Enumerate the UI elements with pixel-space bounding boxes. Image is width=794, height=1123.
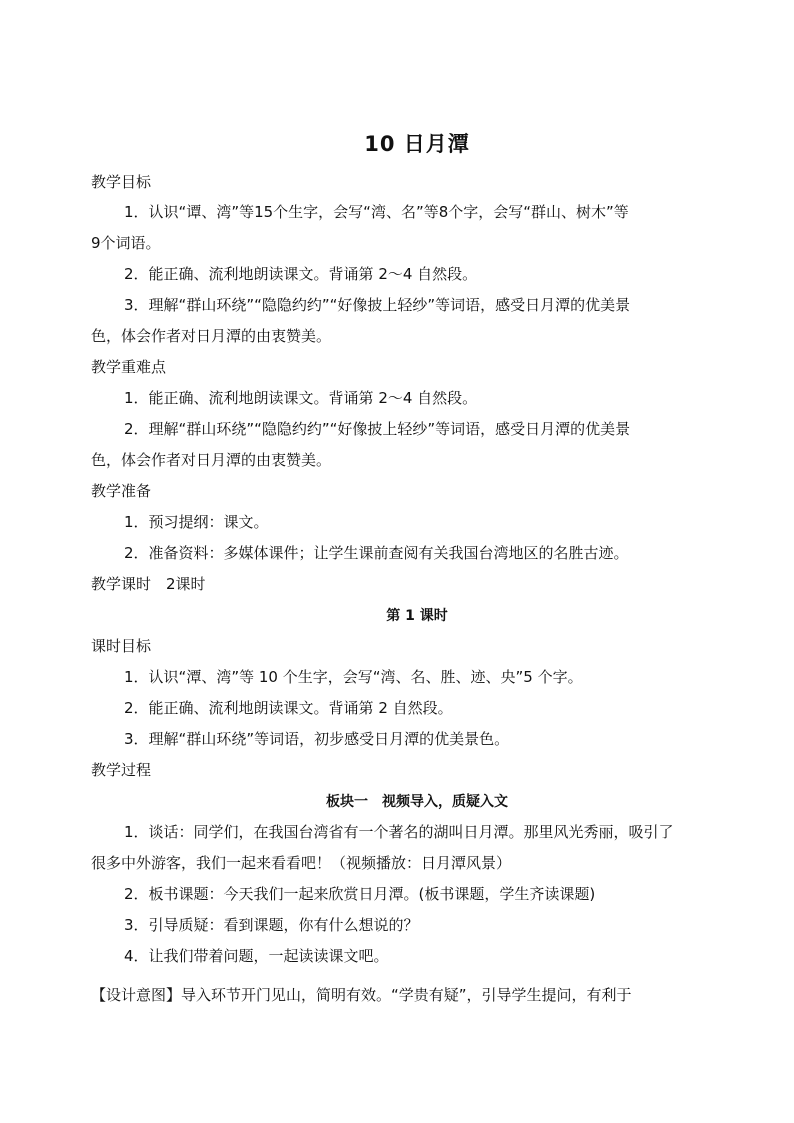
lesson-title: 10 日月潭: [364, 132, 470, 156]
key-point-2: 2．理解“群山环绕”“隐隐约约”“好像披上轻纱”等词语，感受日月潭的优美景: [124, 420, 631, 438]
section-heading-preparation: 教学准备: [91, 482, 152, 500]
process-step-2: 2．板书课题：今天我们一起来欣赏日月潭。(板书课题，学生齐读课题): [124, 885, 596, 903]
goal-item-3: 3．理解“群山环绕”“隐隐约约”“好像披上轻纱”等词语，感受日月潭的优美景: [124, 296, 631, 314]
teaching-periods: 教学课时 2课时: [91, 575, 206, 593]
lesson-goal-1: 1．认识“潭、湾”等 10 个生字，会写“湾、名、胜、迹、央”5 个字。: [124, 668, 583, 686]
section-heading-goals: 教学目标: [91, 173, 152, 191]
lesson-1-heading: 第 1 课时: [386, 608, 448, 624]
lesson-goal-3: 3．理解“群山环绕”等词语，初步感受日月潭的优美景色。: [124, 730, 510, 748]
goal-item-1-cont: 9个词语。: [91, 234, 161, 252]
process-step-1-cont: 很多中外游客，我们一起来看看吧！（视频播放：日月潭风景）: [91, 854, 512, 872]
key-point-2-cont: 色，体会作者对日月潭的由衷赞美。: [91, 451, 332, 469]
lesson-goal-2: 2．能正确、流利地朗读课文。背诵第 2 自然段。: [124, 699, 453, 717]
section-heading-lesson-goals: 课时目标: [91, 637, 152, 655]
preparation-item-2: 2．准备资料：多媒体课件；让学生课前查阅有关我国台湾地区的名胜古迹。: [124, 544, 629, 562]
section-heading-process: 教学过程: [91, 761, 152, 779]
process-step-4: 4．让我们带着问题，一起读读课文吧。: [124, 947, 389, 965]
goal-item-3-cont: 色，体会作者对日月潭的由衷赞美。: [91, 327, 332, 345]
design-intent: 【设计意图】导入环节开门见山，简明有效。“学贵有疑”，引导学生提问，有利于: [91, 986, 632, 1004]
goal-item-2: 2．能正确、流利地朗读课文。背诵第 2～4 自然段。: [124, 265, 478, 283]
key-point-1: 1．能正确、流利地朗读课文。背诵第 2～4 自然段。: [124, 389, 478, 407]
block-1-title: 板块一 视频导入，质疑入文: [326, 794, 508, 810]
process-step-1: 1．谈话：同学们，在我国台湾省有一个著名的湖叫日月潭。那里风光秀丽，吸引了: [124, 823, 674, 841]
process-step-3: 3．引导质疑：看到课题，你有什么想说的？: [124, 916, 419, 934]
goal-item-1: 1．认识“谭、湾”等15个生字，会写“湾、名”等8个字，会写“群山、树木”等: [124, 203, 629, 221]
section-heading-key-points: 教学重难点: [91, 358, 167, 376]
preparation-item-1: 1．预习提纲：课文。: [124, 513, 269, 531]
